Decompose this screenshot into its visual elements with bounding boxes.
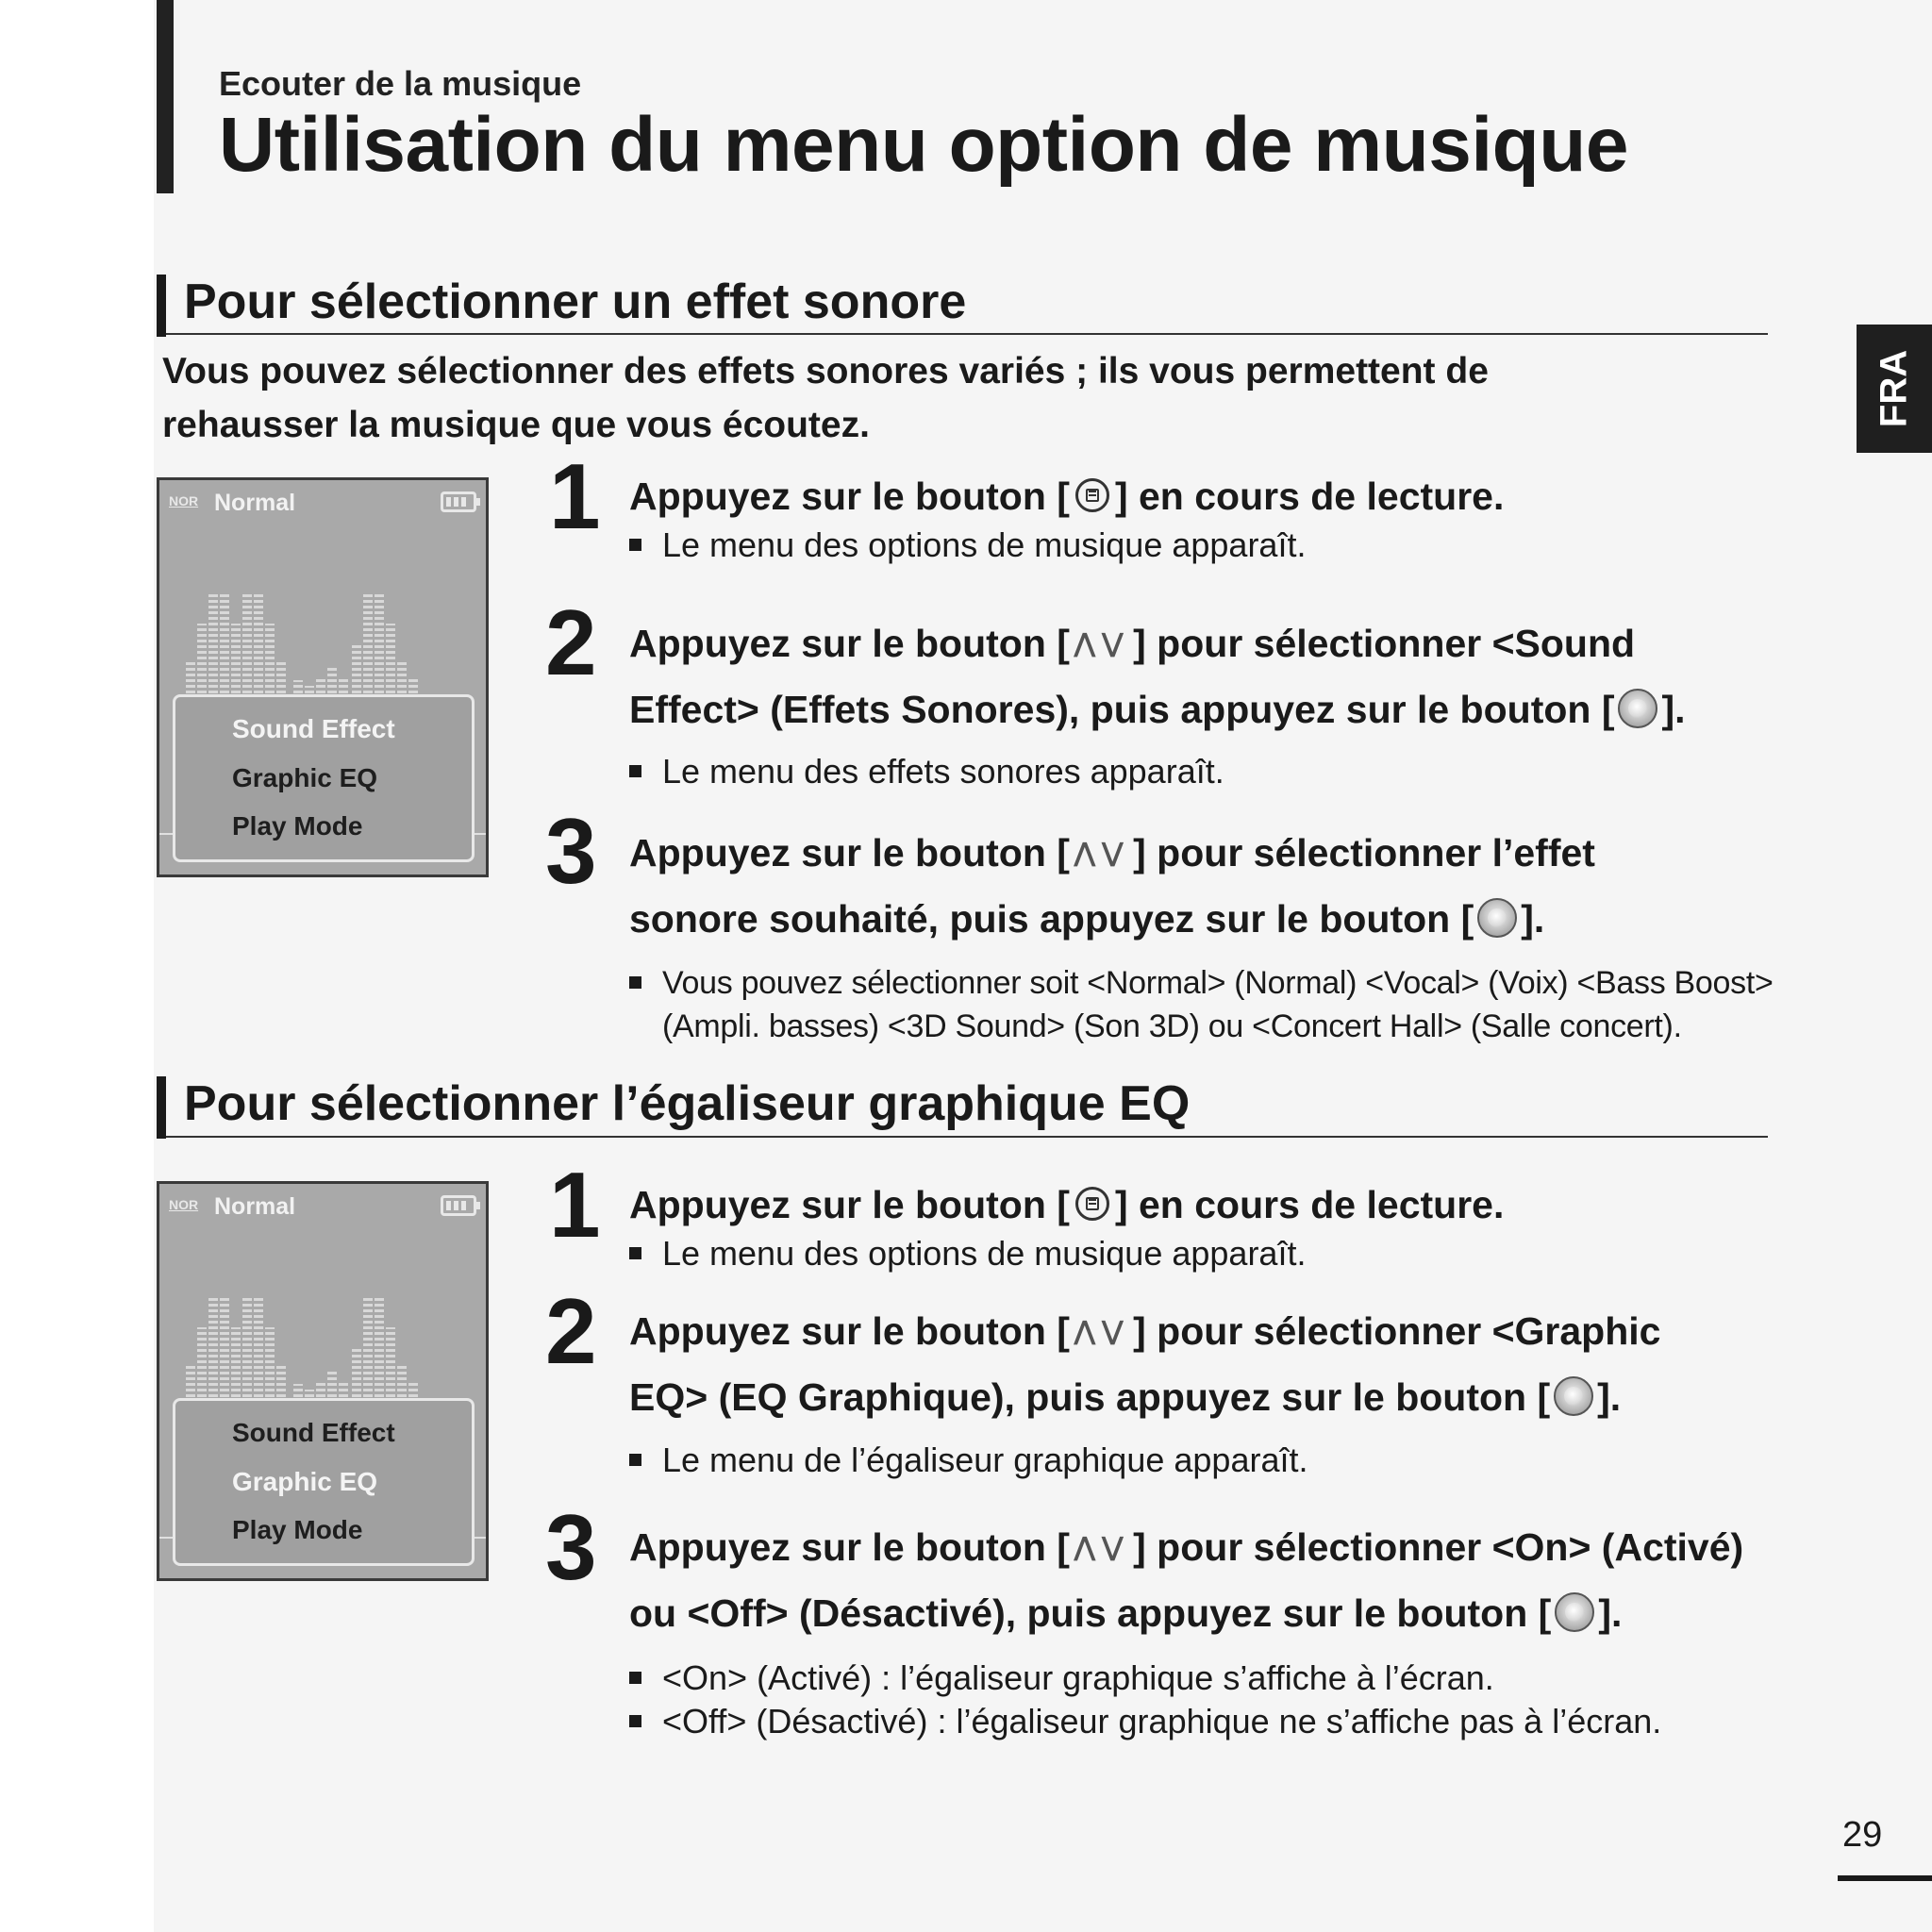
s1-step3-bullet [629, 961, 1774, 1048]
s1-step2-bullet-text: Le menu des effets sonores apparaît. [662, 752, 1224, 791]
eq-bar [242, 593, 252, 699]
s2-step1-number: 1 [549, 1153, 597, 1257]
eq-bar [363, 593, 373, 699]
eq-status-label: Normal [214, 1193, 296, 1220]
menu-button-icon [1075, 1187, 1109, 1221]
eq-bar [197, 624, 207, 699]
eq-bar [352, 1346, 361, 1403]
eq-bar [386, 1327, 395, 1403]
s1-step3-text [629, 822, 1595, 951]
s2-step2-text-b: ] pour sélectionner <Graphic [1133, 1309, 1661, 1353]
s1-step1-text-b: ] en cours de lecture. [1114, 475, 1505, 518]
eq-bar [254, 1297, 263, 1403]
eq-bar [386, 624, 395, 699]
s1-step3-text-d: ]. [1521, 896, 1545, 941]
option-menu-popup [173, 694, 475, 862]
eq-bar [265, 1327, 275, 1403]
s2-step3-bullet-off: <Off> (Désactivé) : l’égaliseur graphique ne s’affiche pas à l’écran. [662, 1702, 1662, 1740]
eq-bar [276, 1365, 286, 1403]
eq-bar [208, 593, 218, 699]
section1-intro [162, 344, 1634, 452]
s2-step2-text [629, 1300, 1660, 1429]
nor-badge: NOR [169, 1197, 199, 1212]
section1-intro-line2: rehausser la musique que vous écoutez. [162, 405, 870, 445]
section1-rule [166, 333, 1768, 335]
section2-rule [166, 1136, 1768, 1138]
menu-item-sound-effect[interactable]: Sound Effect [232, 1418, 395, 1447]
s2-step3-text-d: ]. [1598, 1591, 1623, 1635]
s1-step1-number: 1 [549, 444, 597, 548]
up-down-button-icon: ⋀⋁ [1073, 626, 1130, 658]
s2-step2-bullet-text: Le menu de l’égaliseur graphique apparaît. [662, 1441, 1308, 1479]
s1-step2-text [629, 612, 1686, 741]
select-button-icon [1618, 689, 1657, 728]
menu-item-graphic-eq[interactable]: Graphic EQ [232, 763, 378, 792]
s1-step3-text-a: Appuyez sur le bouton [ [629, 831, 1070, 874]
select-button-icon [1477, 898, 1517, 938]
eq-bar [352, 642, 361, 699]
equalizer-bars [159, 480, 486, 699]
s2-step2-bullet [629, 1439, 1307, 1482]
option-menu-popup [173, 1398, 475, 1566]
s2-step2-number: 2 [545, 1279, 593, 1383]
s1-step3-bullet-line2: (Ampli. basses) <3D Sound> (Son 3D) ou <Concert Hall> (Salle concert). [662, 1008, 1682, 1044]
eq-bar [220, 593, 229, 699]
section2-accent-bar [157, 1076, 166, 1139]
eq-bar [208, 1297, 218, 1403]
s2-step3-text-c: ou <Off> (Désactivé), puis appuyez sur le bouton [ [629, 1591, 1552, 1635]
eq-status-label: Normal [214, 490, 296, 516]
page-number: 29 [1842, 1815, 1883, 1855]
s1-step2-text-b: ] pour sélectionner <Sound [1133, 622, 1636, 665]
menu-item-sound-effect[interactable]: Sound Effect [232, 714, 395, 743]
s1-step2-bullet [629, 750, 1224, 793]
s2-step1-bullet [629, 1232, 1306, 1275]
section2-title: Pour sélectionner l’égaliseur graphique EQ [184, 1076, 1191, 1131]
equalizer-bars [159, 1184, 486, 1403]
s1-step2-number: 2 [545, 591, 593, 694]
s1-step3-number: 3 [545, 799, 593, 903]
s2-step3-text-a: Appuyez sur le bouton [ [629, 1525, 1070, 1569]
language-tab [1857, 325, 1932, 453]
s2-step2-text-c: EQ> (EQ Graphique), puis appuyez sur le bouton [ [629, 1374, 1551, 1419]
device-screen-graphic-eq [157, 1181, 489, 1581]
eq-bar [397, 661, 407, 699]
menu-button-icon [1075, 478, 1109, 512]
s2-step2-text-a: Appuyez sur le bouton [ [629, 1309, 1070, 1353]
select-button-icon [1554, 1376, 1593, 1416]
nor-badge: NOR [169, 493, 199, 508]
title-accent-bar [157, 0, 174, 193]
eq-bar [186, 661, 195, 699]
s1-step1-text-a: Appuyez sur le bouton [ [629, 475, 1070, 518]
eq-bar [231, 624, 241, 699]
eq-bar [220, 1297, 229, 1403]
menu-item-play-mode[interactable]: Play Mode [232, 811, 363, 841]
eq-bar [265, 624, 275, 699]
s1-step1-bullet [629, 524, 1306, 567]
eq-bar [197, 1327, 207, 1403]
eq-bar [375, 593, 384, 699]
s2-step2-text-d: ]. [1597, 1374, 1622, 1419]
eq-bar [254, 593, 263, 699]
eq-bar [276, 661, 286, 699]
up-down-button-icon: ⋀⋁ [1073, 1530, 1130, 1562]
eq-bar [363, 1297, 373, 1403]
s1-step3-text-c: sonore souhaité, puis appuyez sur le bouton [ [629, 896, 1474, 941]
s1-step3-bullet-line1: Vous pouvez sélectionner soit <Normal> (Normal) <Vocal> (Voix) <Bass Boost> [662, 965, 1774, 1001]
s1-step1-bullet-text: Le menu des options de musique apparaît. [662, 525, 1307, 564]
page-title: Utilisation du menu option de musique [219, 102, 1628, 188]
s1-step2-text-a: Appuyez sur le bouton [ [629, 622, 1070, 665]
select-button-icon [1555, 1592, 1594, 1632]
s1-step2-text-d: ]. [1661, 687, 1686, 731]
section1-accent-bar [157, 275, 166, 337]
eq-bar [397, 1365, 407, 1403]
up-down-button-icon: ⋀⋁ [1073, 1314, 1130, 1346]
eq-bar [231, 1327, 241, 1403]
up-down-button-icon: ⋀⋁ [1073, 836, 1130, 868]
s2-step3-number: 3 [545, 1495, 593, 1599]
s2-step1-text-a: Appuyez sur le bouton [ [629, 1183, 1070, 1226]
s2-step3-bullets [629, 1657, 1661, 1743]
s1-step3-text-b: ] pour sélectionner l’effet [1133, 831, 1595, 874]
menu-item-graphic-eq[interactable]: Graphic EQ [232, 1467, 378, 1496]
section1-intro-line1: Vous pouvez sélectionner des effets sonores variés ; ils vous permettent de [162, 351, 1489, 391]
s2-step1-bullet-text: Le menu des options de musique apparaît. [662, 1234, 1307, 1273]
eq-bar [375, 1297, 384, 1403]
section1-title: Pour sélectionner un effet sonore [184, 275, 967, 329]
s2-step3-text [629, 1516, 1743, 1645]
s2-step3-bullet-on: <On> (Activé) : l’égaliseur graphique s’affiche à l’écran. [662, 1658, 1494, 1697]
s2-step1-text-b: ] en cours de lecture. [1114, 1183, 1505, 1226]
language-tab-label: FRA [1873, 349, 1915, 428]
menu-item-play-mode[interactable]: Play Mode [232, 1515, 363, 1544]
chapter-kicker: Ecouter de la musique [219, 64, 582, 103]
s1-step1-text [629, 465, 1504, 528]
s2-step3-text-b: ] pour sélectionner <On> (Activé) [1133, 1525, 1744, 1569]
device-screen-sound-effect [157, 477, 489, 877]
s2-step1-text [629, 1174, 1504, 1237]
eq-bar [242, 1297, 252, 1403]
page-number-rule [1838, 1875, 1932, 1881]
eq-bar [186, 1365, 195, 1403]
s1-step2-text-c: Effect> (Effets Sonores), puis appuyez sur le bouton [ [629, 687, 1615, 731]
